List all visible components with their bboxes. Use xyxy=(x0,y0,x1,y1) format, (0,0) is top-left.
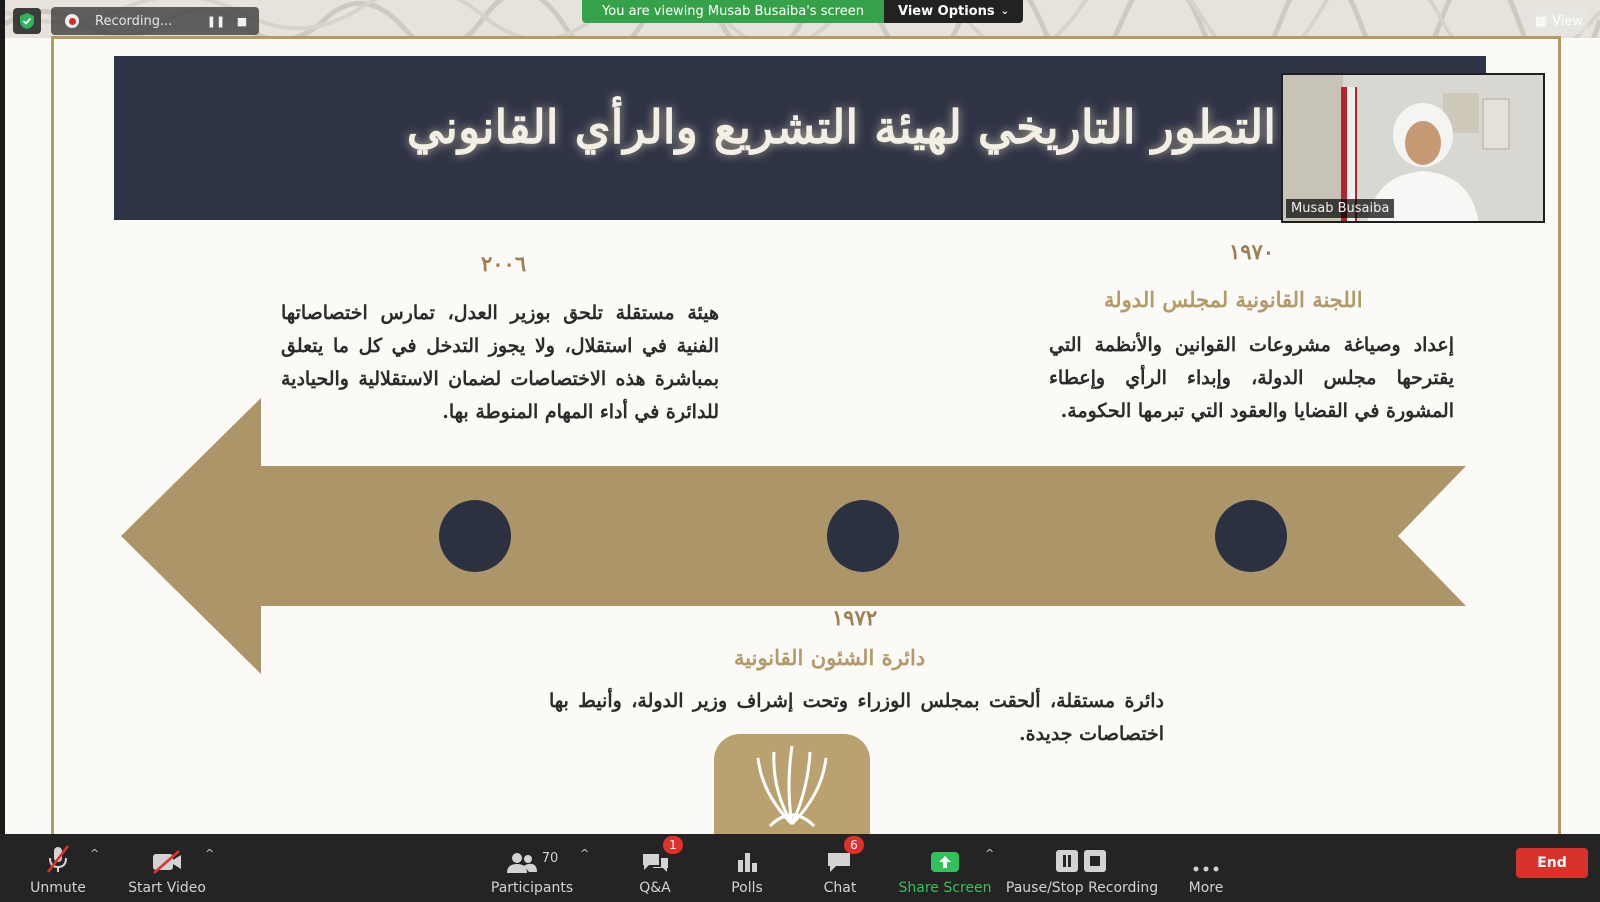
start-video-label: Start Video xyxy=(128,880,206,896)
body-1970: إعداد وصياغة مشروعات القوانين والأنظمة التي يقترحها مجلس الدولة، وإبداء الرأي وإعطاء المشورة في القضايا والعقود التي تبرمها الحكومة. xyxy=(1049,334,1454,422)
view-options-label: View Options xyxy=(898,4,995,19)
participants-icon xyxy=(506,838,559,874)
grid-icon: ▦ xyxy=(1534,13,1548,29)
year-1970: ١٩٧٠ xyxy=(1229,239,1275,264)
body-2006: هيئة مستقلة تلحق بوزير العدل، تمارس اختصاصاتها الفنية في استقلال، ولا يجوز التدخل في كل ما يتعلق بمباشرة هذه الاختصاصات لضمان الاستقلالية والحيادية للدائرة في أداء المهام المنوطة بها. xyxy=(281,302,719,423)
pause-stop-recording-icon xyxy=(1054,838,1110,874)
pause-recording-icon[interactable]: ❚❚ xyxy=(206,14,226,28)
timeline-arrow xyxy=(121,398,1473,674)
meeting-toolbar xyxy=(0,834,1600,902)
unmute-label: Unmute xyxy=(30,880,86,896)
chat-label: Chat xyxy=(823,880,857,896)
participants-button[interactable] xyxy=(492,834,572,902)
muted-mic-icon xyxy=(44,838,72,874)
emblem-icon xyxy=(714,734,870,834)
video-off-icon xyxy=(151,838,183,874)
view-options-button[interactable] xyxy=(884,0,1023,23)
polls-icon xyxy=(735,838,759,874)
timeline-dot-1972 xyxy=(827,500,899,572)
recording-label: Recording... xyxy=(95,13,173,29)
qa-badge: 1 xyxy=(663,836,683,854)
polls-button[interactable] xyxy=(725,834,769,902)
year-2006: ٢٠٠٦ xyxy=(481,251,527,276)
viewing-banner: You are viewing Musab Busaiba's screen xyxy=(582,0,884,23)
pause-stop-recording-button[interactable] xyxy=(1005,834,1159,902)
audio-options-chevron-icon[interactable]: ^ xyxy=(90,847,100,860)
qa-label: Q&A xyxy=(639,880,671,896)
start-video-button[interactable] xyxy=(128,834,206,902)
body-1972: دائرة مستقلة، ألحقت بمجلس الوزراء وتحت إشراف وزير الدولة، وأنيط بها اختصاصات جديدة. xyxy=(549,690,1164,745)
year-1972: ١٩٧٢ xyxy=(832,605,878,630)
heading-1972: دائرة الشئون القانونية xyxy=(734,645,926,670)
stop-recording-icon[interactable]: ■ xyxy=(236,14,248,28)
pause-stop-recording-label: Pause/Stop Recording xyxy=(1005,880,1159,896)
view-button[interactable] xyxy=(1530,8,1588,34)
record-dot-icon xyxy=(65,14,79,28)
share-screen-icon xyxy=(930,838,960,874)
more-label: More xyxy=(1188,880,1224,896)
participants-count: 70 xyxy=(541,851,559,866)
end-button[interactable]: End xyxy=(1516,848,1588,878)
chat-badge: 6 xyxy=(844,836,864,854)
heading-1970: اللجنة القانونية لمجلس الدولة xyxy=(1104,287,1363,312)
slide-title: التطور التاريخي لهيئة التشريع والرأي القانوني xyxy=(406,100,1276,154)
share-options-chevron-icon[interactable]: ^ xyxy=(985,847,995,860)
security-shield-icon[interactable] xyxy=(13,8,41,34)
participant-video-tile[interactable] xyxy=(1281,73,1545,223)
video-options-chevron-icon[interactable]: ^ xyxy=(205,847,215,860)
view-label: View xyxy=(1552,13,1584,29)
share-screen-button[interactable] xyxy=(900,834,990,902)
participants-chevron-icon[interactable]: ^ xyxy=(580,847,590,860)
share-screen-label: Share Screen xyxy=(898,880,992,896)
timeline-dot-2006 xyxy=(439,500,511,572)
more-button[interactable] xyxy=(1186,834,1226,902)
chevron-down-icon: ⌄ xyxy=(1000,6,1009,17)
participant-name: Musab Busaiba xyxy=(1286,199,1394,218)
polls-label: Polls xyxy=(731,880,763,896)
participants-label: Participants xyxy=(490,880,574,896)
logo-tab xyxy=(714,734,870,834)
more-icon xyxy=(1192,838,1220,874)
timeline-dot-1970 xyxy=(1215,500,1287,572)
unmute-button[interactable] xyxy=(30,834,86,902)
recording-indicator xyxy=(51,7,259,35)
